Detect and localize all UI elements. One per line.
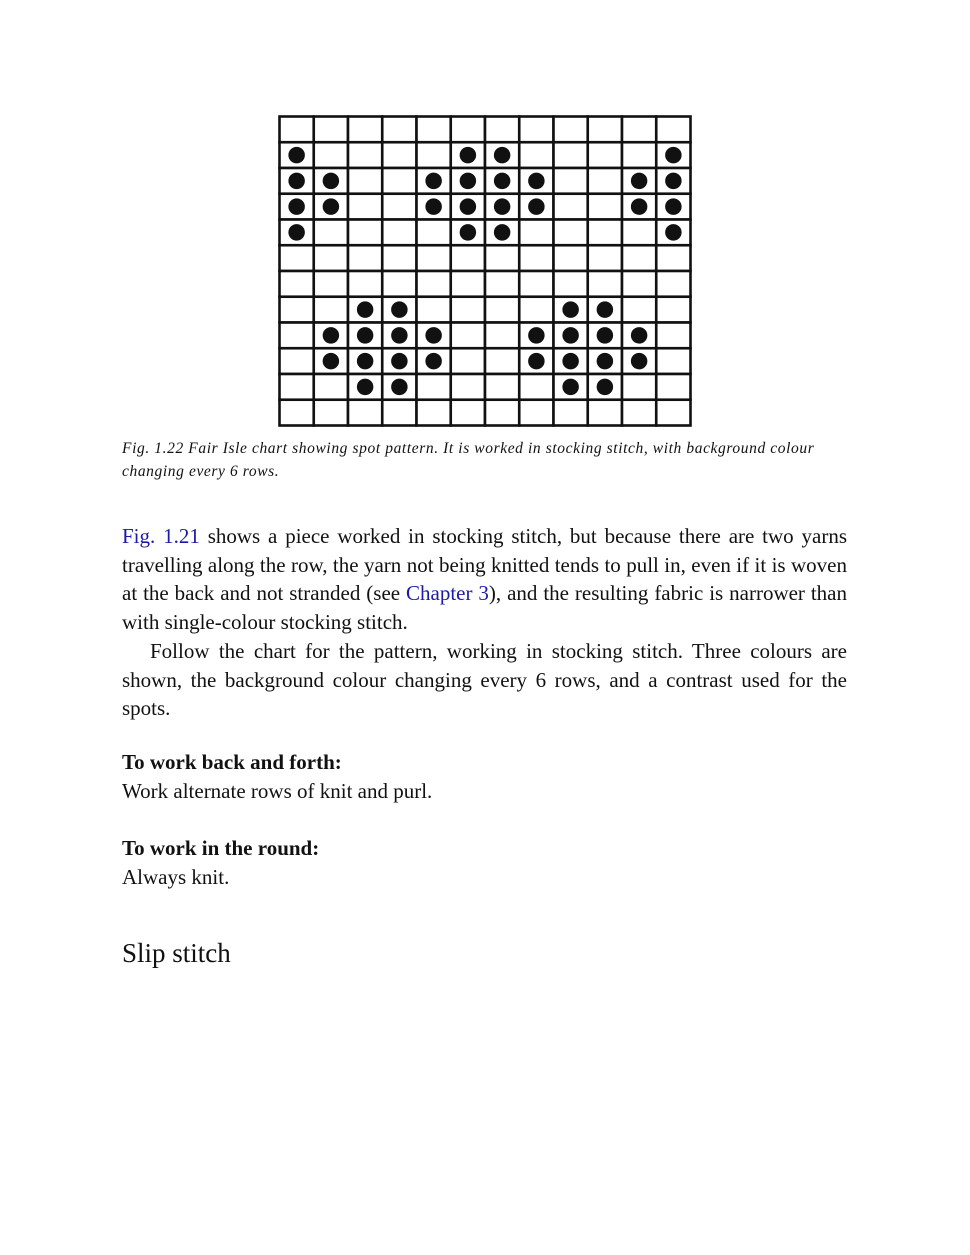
chart-cell: [588, 168, 622, 194]
contrast-spot: [323, 173, 339, 189]
round-text: Always knit.: [122, 865, 230, 889]
chart-cell: [485, 348, 519, 374]
contrast-spot: [288, 173, 304, 189]
chart-cell: [348, 168, 382, 194]
chart-cell: [314, 271, 348, 297]
contrast-spot: [460, 173, 476, 189]
contrast-spot: [597, 353, 613, 369]
chart-cell: [417, 400, 451, 426]
contrast-spot: [597, 301, 613, 317]
chart-cell: [314, 297, 348, 323]
chart-cell: [554, 271, 588, 297]
contrast-spot: [597, 327, 613, 343]
chart-cell: [554, 220, 588, 246]
contrast-spot: [597, 379, 613, 395]
contrast-spot: [391, 379, 407, 395]
chart-cell: [314, 117, 348, 143]
chart-cell: [280, 348, 314, 374]
paragraph-2: Follow the chart for the pattern, working in stocking stitch. Three colours are shown, the background colour changing every 6 rows, and a contrast used for the spots.: [122, 639, 847, 721]
chart-cell: [348, 245, 382, 271]
chart-cell: [519, 117, 553, 143]
contrast-spot: [631, 173, 647, 189]
chart-cell: [382, 271, 416, 297]
contrast-spot: [665, 224, 681, 240]
chart-cell: [485, 271, 519, 297]
contrast-spot: [460, 147, 476, 163]
contrast-spot: [631, 353, 647, 369]
chart-cell: [280, 400, 314, 426]
chart-cell: [554, 245, 588, 271]
contrast-spot: [323, 353, 339, 369]
chart-cell: [656, 117, 690, 143]
chart-cell: [417, 374, 451, 400]
chart-cell: [519, 220, 553, 246]
paragraph-1-text-end: ), and the resulting fabric is narrower than with single-colour stocking stitch.: [122, 581, 847, 634]
chart-cell: [451, 374, 485, 400]
chart-cell: [451, 323, 485, 349]
chart-cell: [656, 297, 690, 323]
chart-cell: [622, 400, 656, 426]
figure-caption: Fig. 1.22 Fair Isle chart showing spot pattern. It is worked in stocking stitch, with background colour changing every 6 rows.: [122, 440, 815, 480]
chart-cell: [417, 245, 451, 271]
chart-cell: [588, 220, 622, 246]
chart-cell: [348, 400, 382, 426]
chart-cell: [554, 194, 588, 220]
chart-cell: [554, 142, 588, 168]
chart-cell: [485, 374, 519, 400]
chart-cell: [417, 220, 451, 246]
chart-cell: [656, 271, 690, 297]
contrast-spot: [323, 327, 339, 343]
chart-cell: [588, 271, 622, 297]
chart-cell: [519, 245, 553, 271]
chart-cell: [588, 400, 622, 426]
contrast-spot: [631, 327, 647, 343]
paragraph-1-text: shows a piece worked in stocking stitch, but because there are two yarns travelling along the row, the yarn not being knitted tends to pull in, even if it is woven at the back and not stranded (see: [122, 524, 848, 606]
chart-cell: [314, 142, 348, 168]
chart-cell: [622, 271, 656, 297]
chart-cell: [485, 245, 519, 271]
chart-cell: [519, 400, 553, 426]
chart-cell: [382, 194, 416, 220]
chart-cell: [348, 271, 382, 297]
chart-cell: [314, 400, 348, 426]
chart-cell: [280, 245, 314, 271]
contrast-spot: [562, 301, 578, 317]
chart-cell: [554, 117, 588, 143]
contrast-spot: [494, 198, 510, 214]
chart-cell: [588, 142, 622, 168]
chart-cell: [519, 142, 553, 168]
chart-cell: [348, 117, 382, 143]
chart-cell: [280, 117, 314, 143]
contrast-spot: [357, 353, 373, 369]
chart-cell: [656, 323, 690, 349]
contrast-spot: [425, 327, 441, 343]
contrast-spot: [631, 198, 647, 214]
chart-cell: [314, 245, 348, 271]
contrast-spot: [357, 379, 373, 395]
chart-cell: [382, 400, 416, 426]
chart-cell: [656, 348, 690, 374]
fig-1-21-link[interactable]: Fig. 1.21: [122, 524, 200, 548]
contrast-spot: [357, 301, 373, 317]
chart-cell: [382, 245, 416, 271]
fair-isle-chart: [278, 115, 692, 427]
chart-cell: [451, 117, 485, 143]
contrast-spot: [562, 327, 578, 343]
chart-cell: [622, 374, 656, 400]
chart-cell: [485, 400, 519, 426]
chart-cell: [519, 297, 553, 323]
contrast-spot: [425, 173, 441, 189]
chart-cell: [451, 400, 485, 426]
contrast-spot: [323, 198, 339, 214]
chapter-3-link[interactable]: Chapter 3: [406, 581, 489, 606]
contrast-spot: [494, 224, 510, 240]
paragraph-1: [122, 522, 847, 636]
chart-cell: [451, 271, 485, 297]
chart-cell: [348, 220, 382, 246]
chart-cell: [314, 374, 348, 400]
contrast-spot: [562, 353, 578, 369]
chart-cell: [280, 271, 314, 297]
chart-cell: [622, 220, 656, 246]
contrast-spot: [425, 198, 441, 214]
chart-cell: [348, 142, 382, 168]
chart-cell: [656, 400, 690, 426]
contrast-spot: [665, 147, 681, 163]
contrast-spot: [665, 198, 681, 214]
chart-cell: [554, 400, 588, 426]
contrast-spot: [288, 147, 304, 163]
chart-cell: [656, 374, 690, 400]
contrast-spot: [288, 224, 304, 240]
chart-cell: [417, 297, 451, 323]
chart-cell: [417, 142, 451, 168]
chart-cell: [280, 374, 314, 400]
chart-cell: [417, 117, 451, 143]
contrast-spot: [357, 327, 373, 343]
section-title: Slip stitch: [122, 938, 231, 968]
chart-cell: [519, 374, 553, 400]
contrast-spot: [391, 301, 407, 317]
chart-cell: [280, 297, 314, 323]
chart-cell: [622, 297, 656, 323]
chart-cell: [417, 271, 451, 297]
contrast-spot: [425, 353, 441, 369]
chart-cell: [451, 297, 485, 323]
chart-cell: [451, 245, 485, 271]
contrast-spot: [665, 173, 681, 189]
contrast-spot: [528, 173, 544, 189]
contrast-spot: [528, 353, 544, 369]
chart-cell: [622, 117, 656, 143]
contrast-spot: [528, 327, 544, 343]
chart-cell: [485, 297, 519, 323]
contrast-spot: [288, 198, 304, 214]
contrast-spot: [460, 198, 476, 214]
round-heading: To work in the round:: [122, 836, 320, 860]
back-forth-heading: To work back and forth:: [122, 750, 342, 774]
chart-cell: [348, 194, 382, 220]
contrast-spot: [562, 379, 578, 395]
contrast-spot: [460, 224, 476, 240]
contrast-spot: [494, 147, 510, 163]
chart-cell: [622, 142, 656, 168]
chart-cell: [382, 142, 416, 168]
chart-cell: [554, 168, 588, 194]
contrast-spot: [391, 353, 407, 369]
chart-cell: [588, 245, 622, 271]
chart-cell: [656, 245, 690, 271]
chart-cell: [382, 220, 416, 246]
chart-cell: [519, 271, 553, 297]
chart-cell: [588, 117, 622, 143]
chart-cell: [485, 117, 519, 143]
contrast-spot: [494, 173, 510, 189]
contrast-spot: [391, 327, 407, 343]
chart-cell: [588, 194, 622, 220]
chart-cell: [485, 323, 519, 349]
chart-cell: [622, 245, 656, 271]
contrast-spot: [528, 198, 544, 214]
chart-cell: [314, 220, 348, 246]
chart-cell: [451, 348, 485, 374]
chart-cell: [280, 323, 314, 349]
chart-cell: [382, 168, 416, 194]
chart-cell: [382, 117, 416, 143]
back-forth-text: Work alternate rows of knit and purl.: [122, 779, 433, 803]
